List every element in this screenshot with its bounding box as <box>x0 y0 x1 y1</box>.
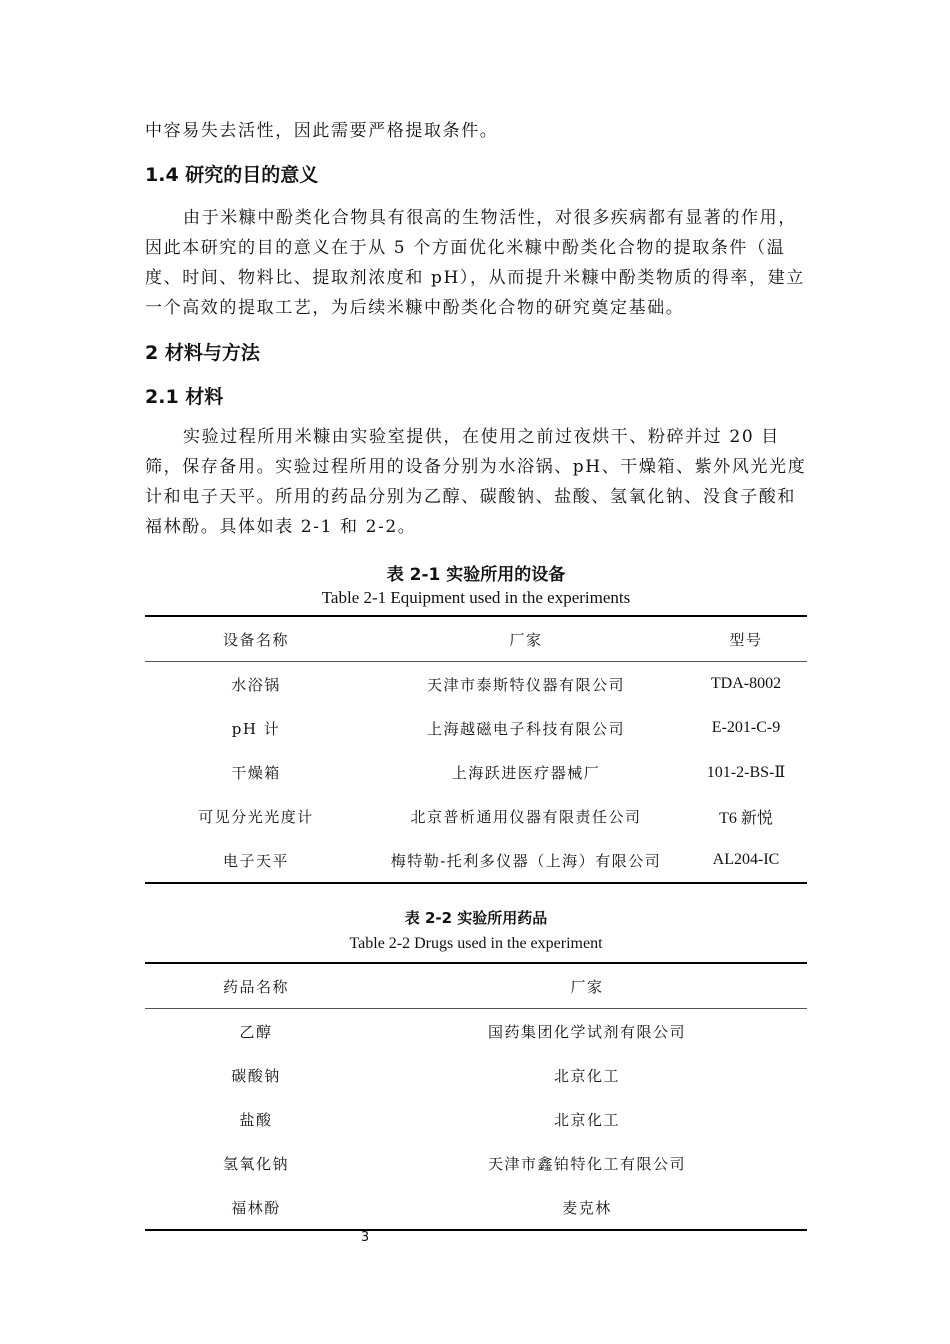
table-cell: 盐酸 <box>239 1110 273 1129</box>
table-cell: 干燥箱 <box>231 763 281 782</box>
table-row <box>145 838 807 883</box>
table-cell: 北京普析通用仪器有限责任公司 <box>410 807 642 826</box>
page-number: 3 <box>360 1230 370 1245</box>
table-1-caption-en: Table 2-1 Equipment used in the experiments <box>321 588 631 607</box>
table-cell: 福林酚 <box>231 1198 281 1217</box>
equipment-table <box>145 615 807 884</box>
table-cell: T6 新悦 <box>719 809 773 827</box>
section-2-1-heading: 2.1 材料 <box>145 386 224 408</box>
intro-tail-paragraph: 中容易失去活性，因此需要严格提取条件。 <box>145 121 499 141</box>
table-cell: 水浴锅 <box>231 675 281 694</box>
table-row <box>145 706 807 750</box>
table-cell: 碳酸钠 <box>231 1066 281 1085</box>
table-header-row <box>145 963 807 1009</box>
table-row <box>145 1097 807 1141</box>
table-2-caption-zh: 表 2-2 实验所用药品 <box>404 909 548 927</box>
table-header-cell: 厂家 <box>367 963 807 1009</box>
table-1-caption-zh: 表 2-1 实验所用的设备 <box>386 565 566 585</box>
table-cell: 北京化工 <box>553 1066 620 1085</box>
table-cell: 天津市鑫铂特化工有限公司 <box>487 1154 686 1173</box>
table-cell: 乙醇 <box>239 1022 273 1041</box>
table-header-cell: 型号 <box>685 616 807 662</box>
table-cell: TDA-8002 <box>710 675 782 692</box>
table-cell: 麦克林 <box>562 1198 612 1217</box>
table-cell: 天津市泰斯特仪器有限公司 <box>426 675 625 694</box>
table-cell: AL204-IC <box>712 851 780 868</box>
table-row <box>145 750 807 794</box>
table-row <box>145 1185 807 1230</box>
section-2-heading: 2 材料与方法 <box>145 342 260 364</box>
drugs-table <box>145 962 807 1231</box>
section-1-4-heading: 1.4 研究的目的意义 <box>145 164 319 186</box>
section-2-1-paragraph: 实验过程所用米糠由实验室提供，在使用之前过夜烘干、粉碎并过 20 目筛，保存备用。实验过程所用的设备分别为水浴锅、pH、干燥箱、紫外风光光度计和电子天平。所用的药品分别为乙醇、碳酸钠、盐酸、氢氧化钠、没食子酸和福林酚。具体如表 2-1 和 2-2。 <box>145 427 807 537</box>
table-cell: 梅特勒-托利多仪器（上海）有限公司 <box>390 851 662 870</box>
table-cell: 可见分光光度计 <box>198 807 314 826</box>
table-cell: 氢氧化钠 <box>222 1154 289 1173</box>
table-cell: 上海越磁电子科技有限公司 <box>426 719 625 738</box>
section-1-4-paragraph: 由于米糠中酚类化合物具有很高的生物活性，对很多疾病都有显著的作用，因此本研究的目的意义在于从 5 个方面优化米糠中酚类化合物的提取条件（温度、时间、物料比、提取剂浓度和 pH），从而提升米糠中酚类物质的得率，建立一个高效的提取工艺，为后续米糠中酚类化合物的研究奠定基础。 <box>145 208 805 318</box>
table-row <box>145 662 807 707</box>
table-header-cell: 药品名称 <box>145 963 367 1009</box>
table-header-row <box>145 616 807 662</box>
table-row <box>145 794 807 838</box>
table-cell: 国药集团化学试剂有限公司 <box>487 1022 686 1041</box>
table-header-cell: 设备名称 <box>145 616 367 662</box>
table-cell: 上海跃进医疗器械厂 <box>451 763 601 782</box>
table-2-caption-en: Table 2-2 Drugs used in the experiment <box>349 935 603 952</box>
table-cell: E-201-C-9 <box>711 719 781 736</box>
table-row <box>145 1141 807 1185</box>
table-header-cell: 厂家 <box>367 616 685 662</box>
table-cell: 电子天平 <box>222 851 289 870</box>
table-row <box>145 1009 807 1054</box>
table-cell: 101-2-BS-Ⅱ <box>706 764 786 781</box>
table-cell: pH 计 <box>231 719 281 738</box>
table-row <box>145 1053 807 1097</box>
table-cell: 北京化工 <box>553 1110 620 1129</box>
